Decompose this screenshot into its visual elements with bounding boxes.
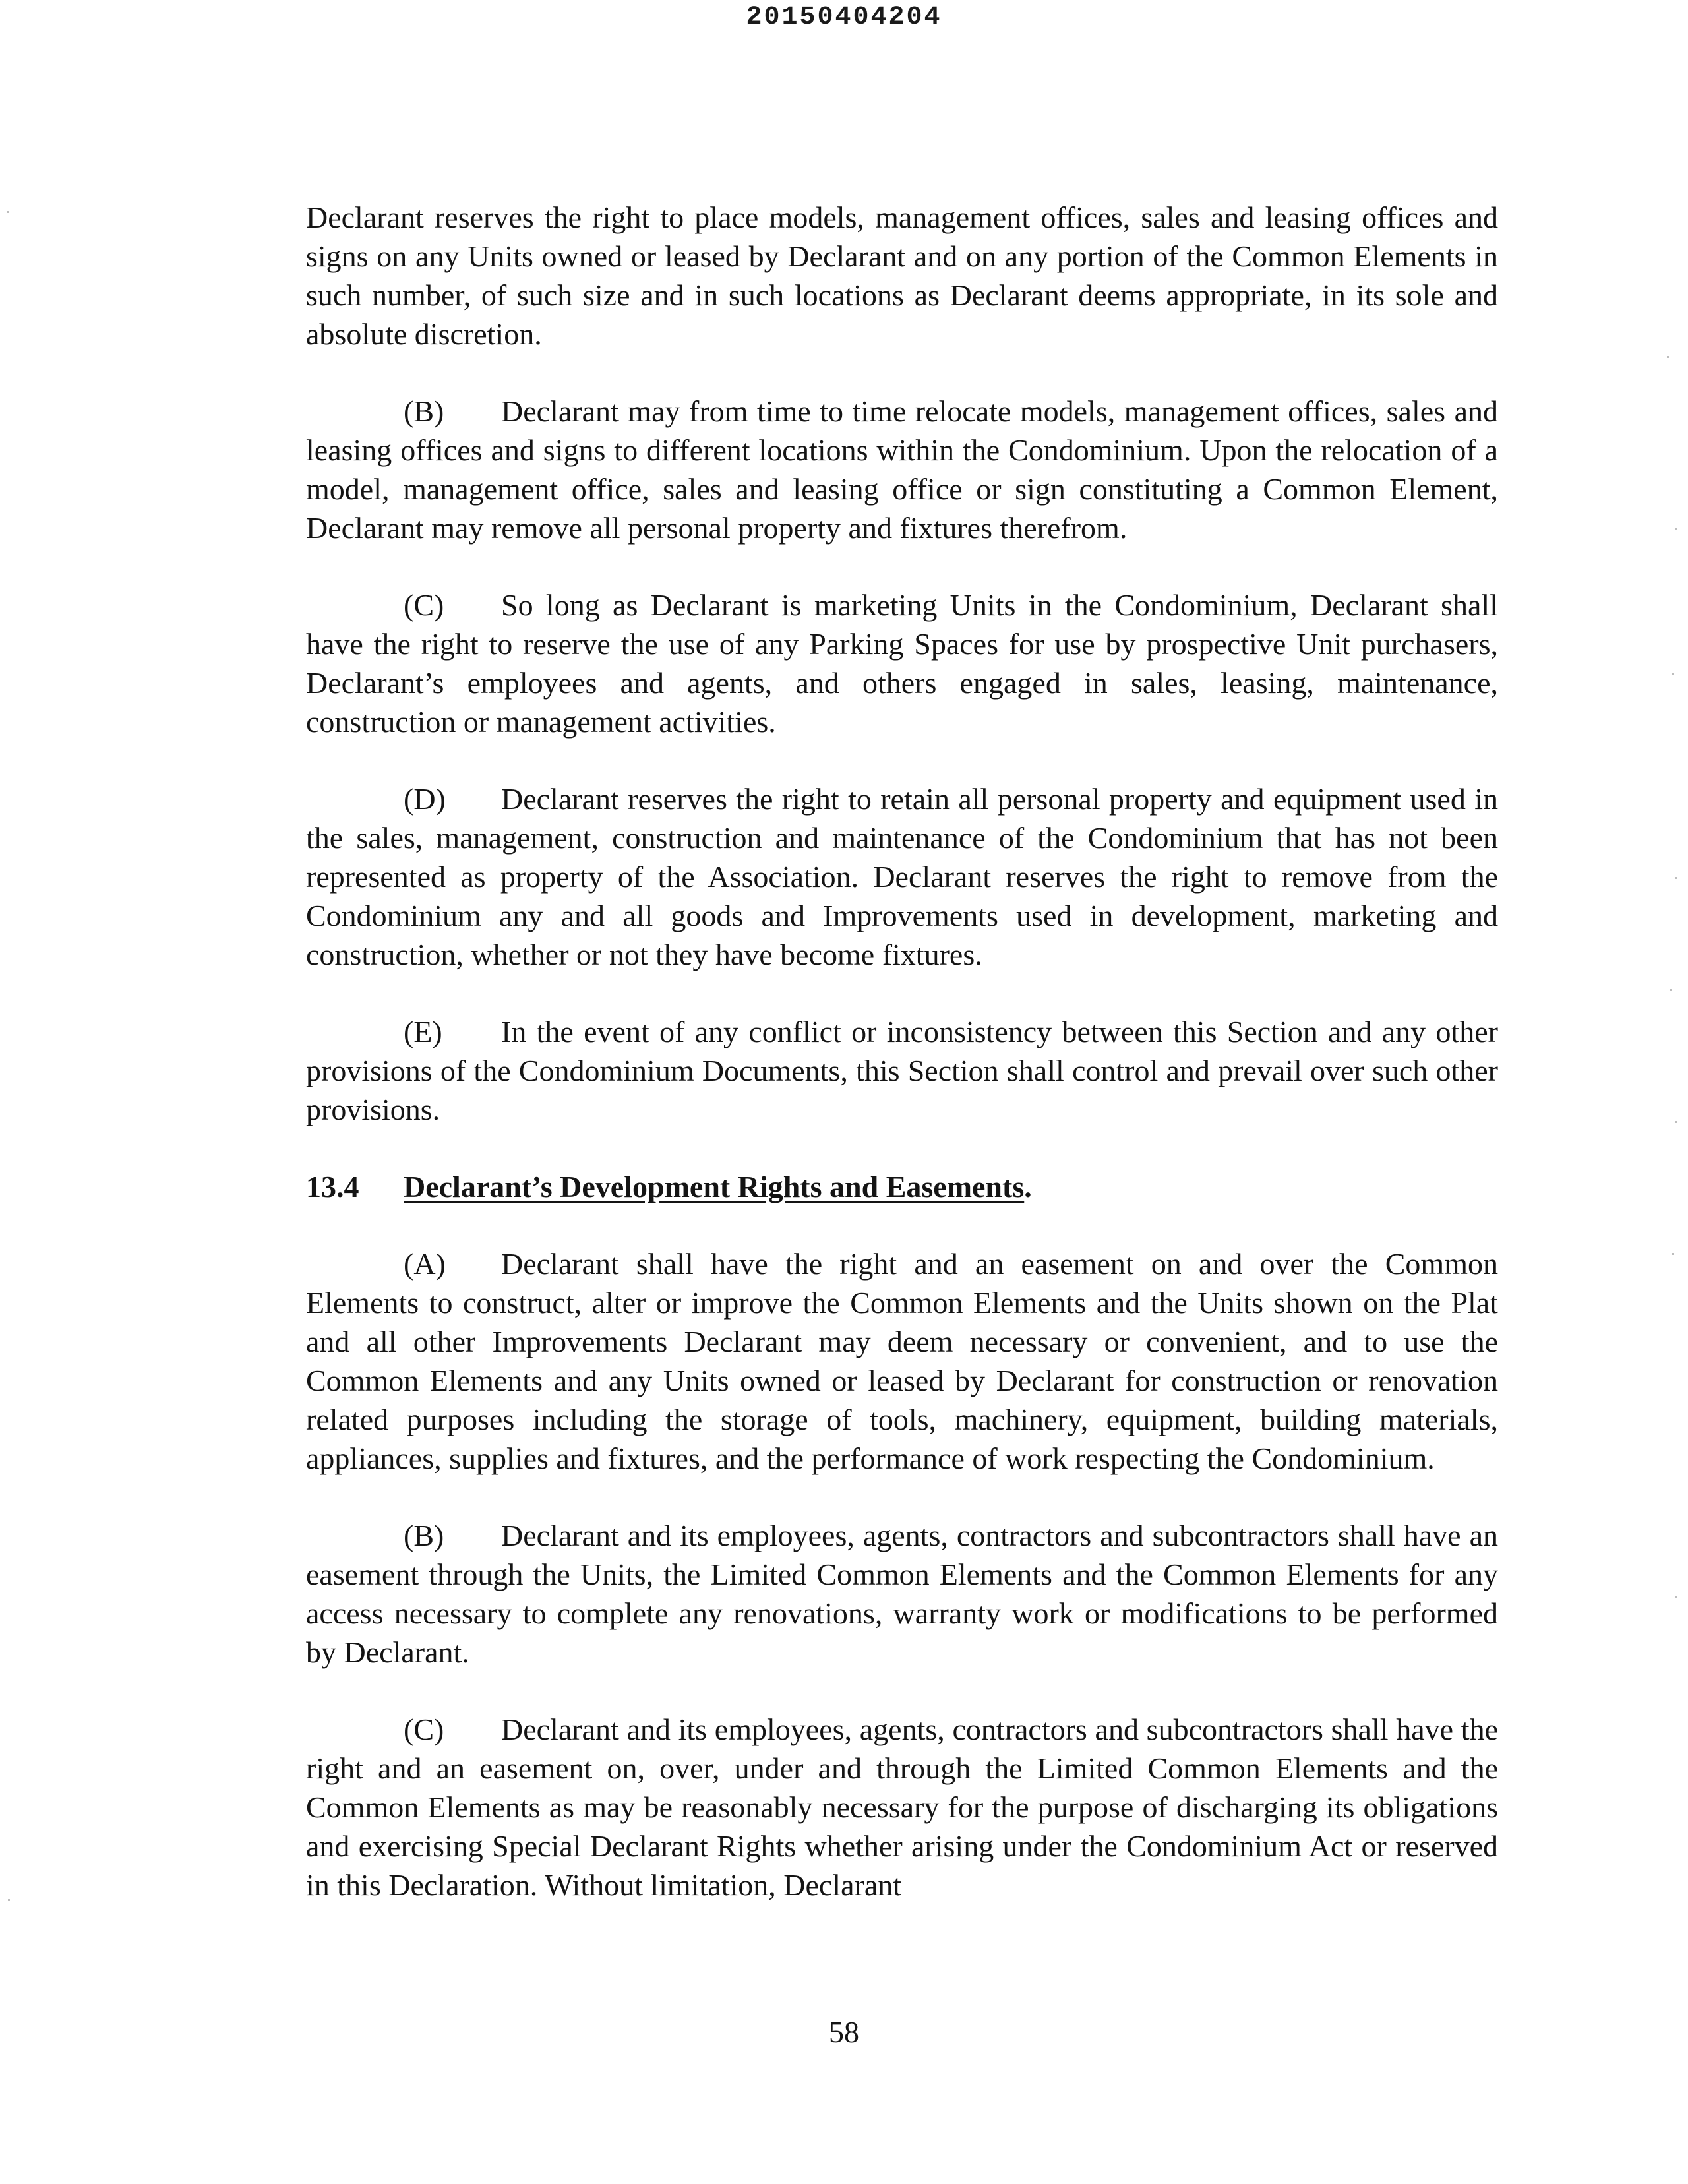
clause-text: Declarant and its employees, agents, contractors and subcontractors shall have the right and an easement on, over, under and through the Limited Common Elements and the Common Elements as may be reasonably necessary for the purpose of discharging its obligations and exercising Special Declarant Rights whether arising under the Condominium Act or reserved in this Declaration. Without limitation, Declarant (306, 1713, 1498, 1902)
clause-text: Declarant shall have the right and an easement on and over the Common Elements to construct, alter or improve the Common Elements and the Units shown on the Plat and all other Improvements Declarant may deem necessary or convenient, and to use the Common Elements and any Units owned or leased by Declarant for construction or renovation related purposes including the storage of tools, machinery, equipment, building materials, appliances, supplies and fixtures, and the performance of work respecting the Condominium. (306, 1247, 1498, 1475)
section-number: 13.4 (306, 1170, 359, 1203)
scan-speck (1667, 356, 1669, 358)
clause-label: (B) (404, 394, 444, 428)
clause-text: Declarant and its employees, agents, contractors and subcontractors shall have an easement through the Units, the Limited Common Elements and the Common Elements for any access necessary to complete any renovations, warranty work or modifications to be performed by Declarant. (306, 1519, 1498, 1669)
scan-speck (1672, 1253, 1674, 1255)
clause-13-4-c (306, 1710, 1498, 1904)
document-number: 20150404204 (746, 3, 942, 32)
clause-13-3-c (306, 586, 1498, 741)
clause-text: Declarant may from time to time relocate models, management offices, sales and leasing offices and signs to different locations within the Condominium. Upon the relocation of a model, management office, sales and leasing office or sign constituting a Common Element, Declarant may remove all personal property and fixtures therefrom. (306, 394, 1498, 545)
clause-text: In the event of any conflict or inconsistency between this Section and any other provisions of the Condominium Documents, this Section shall control and prevail over such other provisions. (306, 1015, 1498, 1126)
section-title: Declarant’s Development Rights and Easements (404, 1170, 1025, 1203)
clause-13-3-d (306, 779, 1498, 974)
scan-speck (1675, 528, 1677, 530)
clause-13-4-b (306, 1516, 1498, 1672)
clause-label: (B) (404, 1519, 444, 1552)
scan-speck (1670, 989, 1672, 991)
intro-paragraph: Declarant reserves the right to place models, management offices, sales and leasing offices and signs on any Units owned or leased by Declarant and on any portion of the Common Elements in such number, of such size and in such locations as Declarant deems appropriate, in its sole and absolute discretion. (306, 200, 1498, 351)
page-number: 58 (829, 2015, 859, 2049)
document-body (306, 198, 1498, 1943)
clause-label: (D) (404, 782, 446, 816)
clause-label: (A) (404, 1247, 446, 1281)
clause-13-4-a (306, 1244, 1498, 1478)
scan-speck (1672, 673, 1674, 675)
scan-speck (1675, 877, 1677, 879)
section-title-suffix: . (1024, 1170, 1032, 1203)
clause-text: Declarant reserves the right to retain all personal property and equipment used in the sales, management, construction and maintenance of the Condominium that has not been represented as property of the Association. Declarant reserves the right to remove from the Condominium any and all goods and Improvements used in development, marketing and construction, whether or not they have become fixtures. (306, 782, 1498, 971)
scan-speck (7, 211, 9, 213)
section-heading-13-4 (306, 1167, 1498, 1206)
scan-speck (8, 1899, 10, 1901)
clause-label: (C) (404, 1713, 444, 1746)
clause-label: (C) (404, 588, 444, 622)
scan-speck (1675, 1121, 1677, 1123)
clause-text: So long as Declarant is marketing Units in the Condominium, Declarant shall have the right to reserve the use of any Parking Spaces for use by prospective Unit purchasers, Declarant’s employees and agents, and others engaged in sales, leasing, maintenance, construction or management activities. (306, 588, 1498, 739)
clause-13-3-b (306, 392, 1498, 547)
clause-label: (E) (404, 1015, 442, 1048)
clause-13-3-e (306, 1012, 1498, 1129)
scan-speck (1675, 1596, 1677, 1598)
